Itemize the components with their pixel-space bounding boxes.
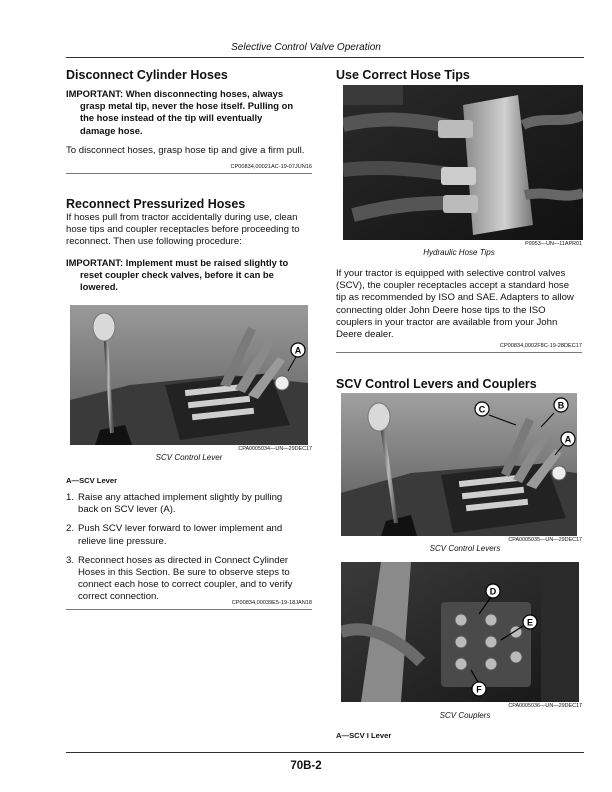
important-line: reset coupler check valves, before it can be [80, 269, 274, 281]
callout-f: F [476, 684, 482, 695]
footer-rule [66, 752, 584, 753]
scv-couplers-illustration [341, 562, 579, 702]
important-lead: IMPORTANT: When disconnecting hoses, always [66, 88, 284, 99]
step-item [66, 523, 316, 547]
step-line: Push SCV lever forward to lower implement and [78, 523, 283, 535]
step-item [66, 555, 316, 604]
section-rule [66, 609, 312, 610]
step-line: Raise any attached implement slightly by pulling [78, 492, 283, 503]
step-line: connect each hose to correct coupler, and to verify [78, 579, 293, 591]
couplers-figure-ref: CPA0005036—UN—29DEC17 [508, 703, 582, 709]
scv-control-levers-photo [341, 393, 577, 536]
couplers-figure-caption: SCV Couplers [439, 711, 491, 720]
body-line: reconnect. Then use following procedure: [66, 236, 242, 248]
disconnect-heading: Disconnect Cylinder Hoses [66, 68, 228, 82]
scv-legend: A—SCV I Lever [336, 731, 392, 740]
disconnect-body: To disconnect hoses, grasp hose tip and give a firm pull. [66, 145, 305, 156]
body-line: If your tractor is equipped with selective control valves [336, 268, 566, 279]
reconnect-heading: Reconnect Pressurized Hoses [66, 197, 246, 211]
callout-d: D [489, 586, 497, 597]
tips-figure-caption: Hydraulic Hose Tips [423, 248, 495, 257]
step-number: 3. [66, 554, 75, 566]
page-number: 70B-2 [290, 760, 322, 772]
body-line: hose tips and coupler receptacles before proceeding to [66, 224, 300, 236]
step-line: correct connection. [78, 591, 160, 603]
important-line: the hose instead of the tip will eventually [80, 112, 263, 124]
important-line: damage hose. [80, 124, 143, 136]
running-header: Selective Control Valve Operation [231, 42, 381, 53]
hose-tips-illustration [343, 85, 583, 240]
hydraulic-hose-tips-photo [343, 85, 583, 240]
tips-figure-ref: P9953—UN—11APR01 [525, 241, 582, 247]
header-rule [66, 57, 584, 58]
callout-b: B [557, 400, 565, 411]
callout-a: A [294, 345, 302, 356]
levers-figure-caption: SCV Control Levers [429, 544, 501, 553]
lever-figure-ref: CPA0005034—UN—29DEC17 [238, 446, 312, 452]
section-rule [336, 352, 582, 353]
tips-heading: Use Correct Hose Tips [336, 68, 470, 82]
reconnect-body [66, 212, 318, 249]
callout-c: C [478, 404, 486, 415]
reconnect-important [66, 257, 318, 294]
scv-lever-illustration [70, 305, 308, 445]
disconnect-ref: CP00834,00021AC-19-07JUN16 [230, 164, 312, 170]
body-line: tip as recommended by ISO and SAE. Adapters to allow [336, 292, 574, 304]
reconnect-ref: CP00834,00039E5-19-18JAN18 [231, 600, 312, 606]
body-line: Deere dealer. [336, 329, 394, 341]
lever-legend: A—SCV Lever [66, 476, 118, 485]
scv-heading: SCV Control Levers and Couplers [336, 377, 537, 391]
step-line: Reconnect hoses as directed in Connect Cylinder [78, 554, 289, 566]
tips-body [336, 268, 588, 341]
reconnect-steps [66, 492, 316, 611]
body-line: couplers in your tractor are available from your John [336, 316, 558, 328]
important-lead: IMPORTANT: Implement must be raised slightly to [66, 257, 289, 268]
disconnect-important [66, 88, 316, 137]
step-line: back on SCV lever (A). [78, 504, 176, 516]
callout-e: E [526, 617, 534, 628]
step-item [66, 492, 316, 516]
levers-figure-ref: CPA0005035—UN—29DEC17 [508, 537, 582, 543]
important-line: grasp metal tip, never the hose itself. Pulling on [80, 100, 294, 112]
body-line: If hoses pull from tractor accidentally during use, clean [66, 212, 298, 223]
tips-ref: CP00834,0002F8C-19-28DEC17 [499, 343, 582, 349]
scv-levers-illustration [341, 393, 577, 536]
step-number: 2. [66, 523, 75, 535]
step-line: relieve line pressure. [78, 535, 167, 547]
step-line: Hoses in this Section. Be sure to observe steps to [78, 567, 290, 579]
scv-couplers-photo [341, 562, 579, 702]
body-line: connecting older John Deere hose tips to the ISO [336, 304, 546, 316]
body-line: (SCV), the coupler receptacles accept a standard hose [336, 280, 570, 292]
important-line: lowered. [80, 281, 119, 293]
section-rule [66, 173, 312, 174]
step-number: 1. [66, 492, 75, 503]
callout-a: A [564, 434, 572, 445]
lever-figure-caption: SCV Control Lever [155, 453, 223, 462]
scv-control-lever-photo [70, 305, 308, 445]
